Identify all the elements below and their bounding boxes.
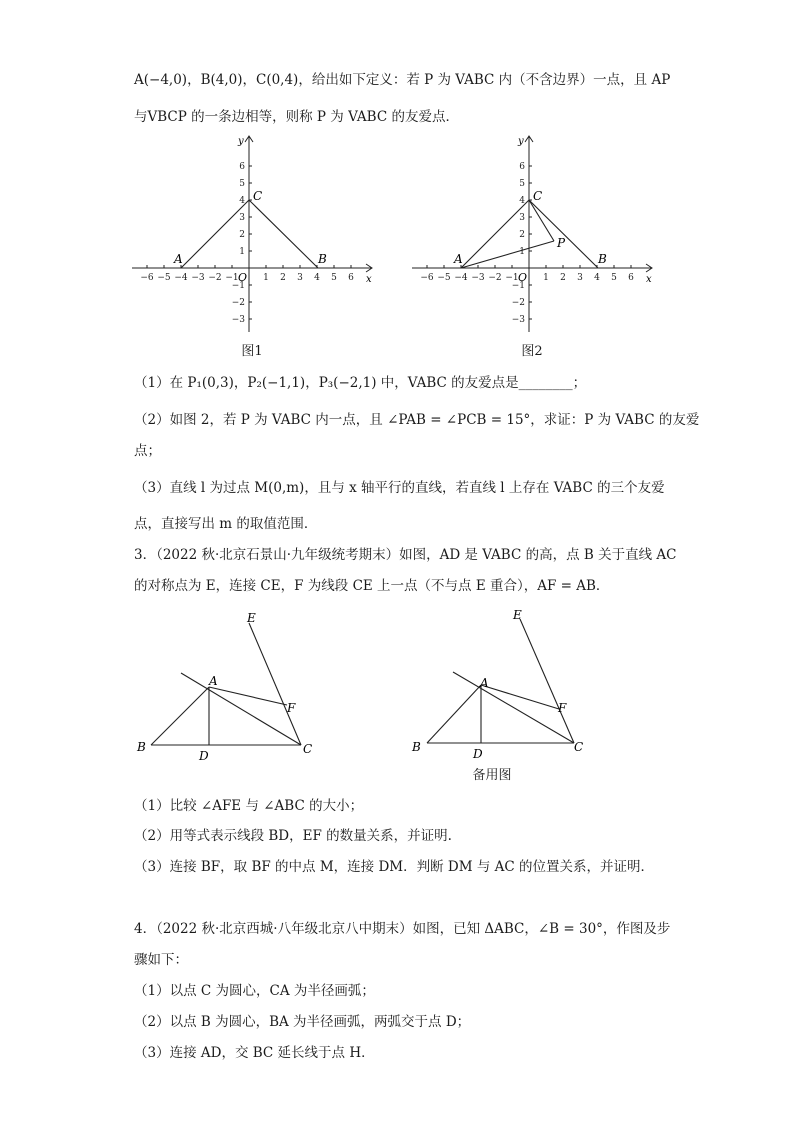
x-tick-label: −2 [208,273,222,283]
x-tick-label: 2 [560,273,566,283]
y-tick-label: 3 [239,213,245,223]
x-tick-label: 1 [263,273,269,283]
point-e-label: E [247,611,256,625]
x-tick-label: 5 [331,273,337,283]
problem4-step1: （1）以点 C 为圆心，CA 为半径画弧； [134,983,375,999]
x-tick-label: −6 [140,273,154,283]
problem3-q3: （3）连接 BF，取 BF 的中点 M，连接 DM．判断 DM 与 AC 的位置关系，并证明． [134,859,654,875]
problem3-stem-line1: 3．（2022 秋·北京石景山·九年级统考期末）如图，AD 是 VABC 的高，点 B 关于直线 AC [134,547,677,563]
problem3-q1: （1）比较 ∠AFE 与 ∠ABC 的大小； [134,798,364,814]
problem2-q3-line2: 点，直接写出 m 的取值范围． [134,516,318,532]
figure-2-caption: 图2 [521,344,543,359]
figure-1-coordinate-plane [128,130,378,340]
y-axis-label: y [238,136,244,147]
problem2-intro-line2: 与VBCP 的一条边相等，则称 P 为 VABC 的友爱点． [134,109,459,125]
y-tick-label: −2 [231,298,245,308]
point-c-label: C [574,740,584,754]
y-tick-label: −1 [231,281,245,291]
problem2-q2-line1: （2）如图 2，若 P 为 VABC 内一点，且 ∠PAB = ∠PCB = 15°，求证：P 为 VABC 的友爱 [134,412,700,428]
y-tick-label: 6 [519,162,525,172]
x-tick-label: −1 [225,273,239,283]
y-tick-label: 4 [519,196,525,206]
y-tick-label: 2 [239,230,245,240]
figure-3-main [130,605,330,770]
x-tick-label: −6 [420,273,434,283]
problem4-stem-line2: 骤如下： [134,952,188,968]
x-tick-label: 4 [314,273,320,283]
point-d-label: D [199,749,209,763]
x-tick-label: −5 [157,273,171,283]
problem3-q2: （2）用等式表示线段 BD，EF 的数量关系，并证明. [134,828,452,844]
problem2-intro-line1: A(−4,0)，B(4,0)，C(0,4)，给出如下定义：若 P 为 VABC 内（不含边界）一点，且 AP [134,72,671,88]
x-tick-label: 4 [594,273,600,283]
segment-ec [249,623,301,745]
point-f-label: F [558,701,567,715]
y-tick-label: −2 [511,298,525,308]
figure-3-backup [408,605,608,770]
y-tick-label: −3 [511,315,525,325]
y-axis-label: y [518,136,524,147]
x-tick-label: −1 [505,273,519,283]
problem4-step3: （3）连接 AD，交 BC 延长线于点 H． [134,1045,375,1061]
figure-1-caption: 图1 [241,344,263,359]
y-tick-label: 5 [519,179,525,189]
x-tick-label: −3 [191,273,205,283]
segment-ab [151,687,209,745]
point-a-label: A [174,252,183,266]
y-tick-label: 4 [239,196,245,206]
origin-label: O [518,271,528,284]
point-a-label: A [209,674,218,688]
line-ac-extended [181,673,301,745]
point-e-label: E [513,608,522,622]
y-tick-label: 3 [519,213,525,223]
figure-3-backup-caption: 备用图 [472,768,512,783]
x-tick-label: 3 [577,273,583,283]
x-axis-label: x [366,274,372,285]
point-b-label: B [137,740,146,754]
x-tick-label: 6 [628,273,634,283]
x-tick-label: 2 [280,273,286,283]
problem2-q2-line2: 点； [134,443,161,459]
point-c-label: C [533,189,543,203]
x-tick-label: −4 [454,273,468,283]
x-tick-label: −2 [488,273,502,283]
problem2-q1: （1）在 P₁(0,3)，P₂(−1,1)，P₃(−2,1) 中，VABC 的友爱点是________； [134,375,587,391]
x-tick-label: 1 [543,273,549,283]
y-tick-label: −1 [511,281,525,291]
x-tick-label: 6 [348,273,354,283]
x-axis-label: x [646,274,652,285]
point-p-label: P [557,236,566,250]
x-tick-label: −3 [471,273,485,283]
y-tick-label: 5 [239,179,245,189]
y-tick-label: −3 [231,315,245,325]
point-b-label: B [598,252,607,266]
figure-2-coordinate-plane [408,130,658,340]
y-tick-label: 2 [519,230,525,240]
point-a-label: A [480,676,489,690]
origin-label: O [238,271,248,284]
point-b-label: B [318,252,327,266]
y-tick-label: 6 [239,162,245,172]
problem4-stem-line1: 4．（2022 秋·北京西城·八年级北京八中期末）如图，已知 ΔABC，∠B = 30°，作图及步 [134,921,671,937]
x-tick-label: 3 [297,273,303,283]
problem2-q3-line1: （3）直线 l 为过点 M(0,m)，且与 x 轴平行的直线，若直线 l 上存在 VABC 的三个友爱 [134,480,665,496]
point-f-label: F [287,701,296,715]
point-d-label: D [473,747,483,761]
point-c-label: C [303,742,313,756]
x-tick-label: −4 [174,273,188,283]
segment-af [209,687,287,705]
point-b-label: B [412,740,421,754]
x-tick-label: −5 [437,273,451,283]
point-c-label: C [253,189,263,203]
y-tick-label: 1 [519,247,525,257]
problem4-step2: （2）以点 B 为圆心，BA 为半径画弧，两弧交于点 D； [134,1014,471,1030]
point-a-label: A [454,252,463,266]
problem3-stem-line2: 的对称点为 E，连接 CE，F 为线段 CE 上一点（不与点 E 重合），AF = AB． [134,578,610,594]
x-tick-label: 5 [611,273,617,283]
y-tick-label: 1 [239,247,245,257]
